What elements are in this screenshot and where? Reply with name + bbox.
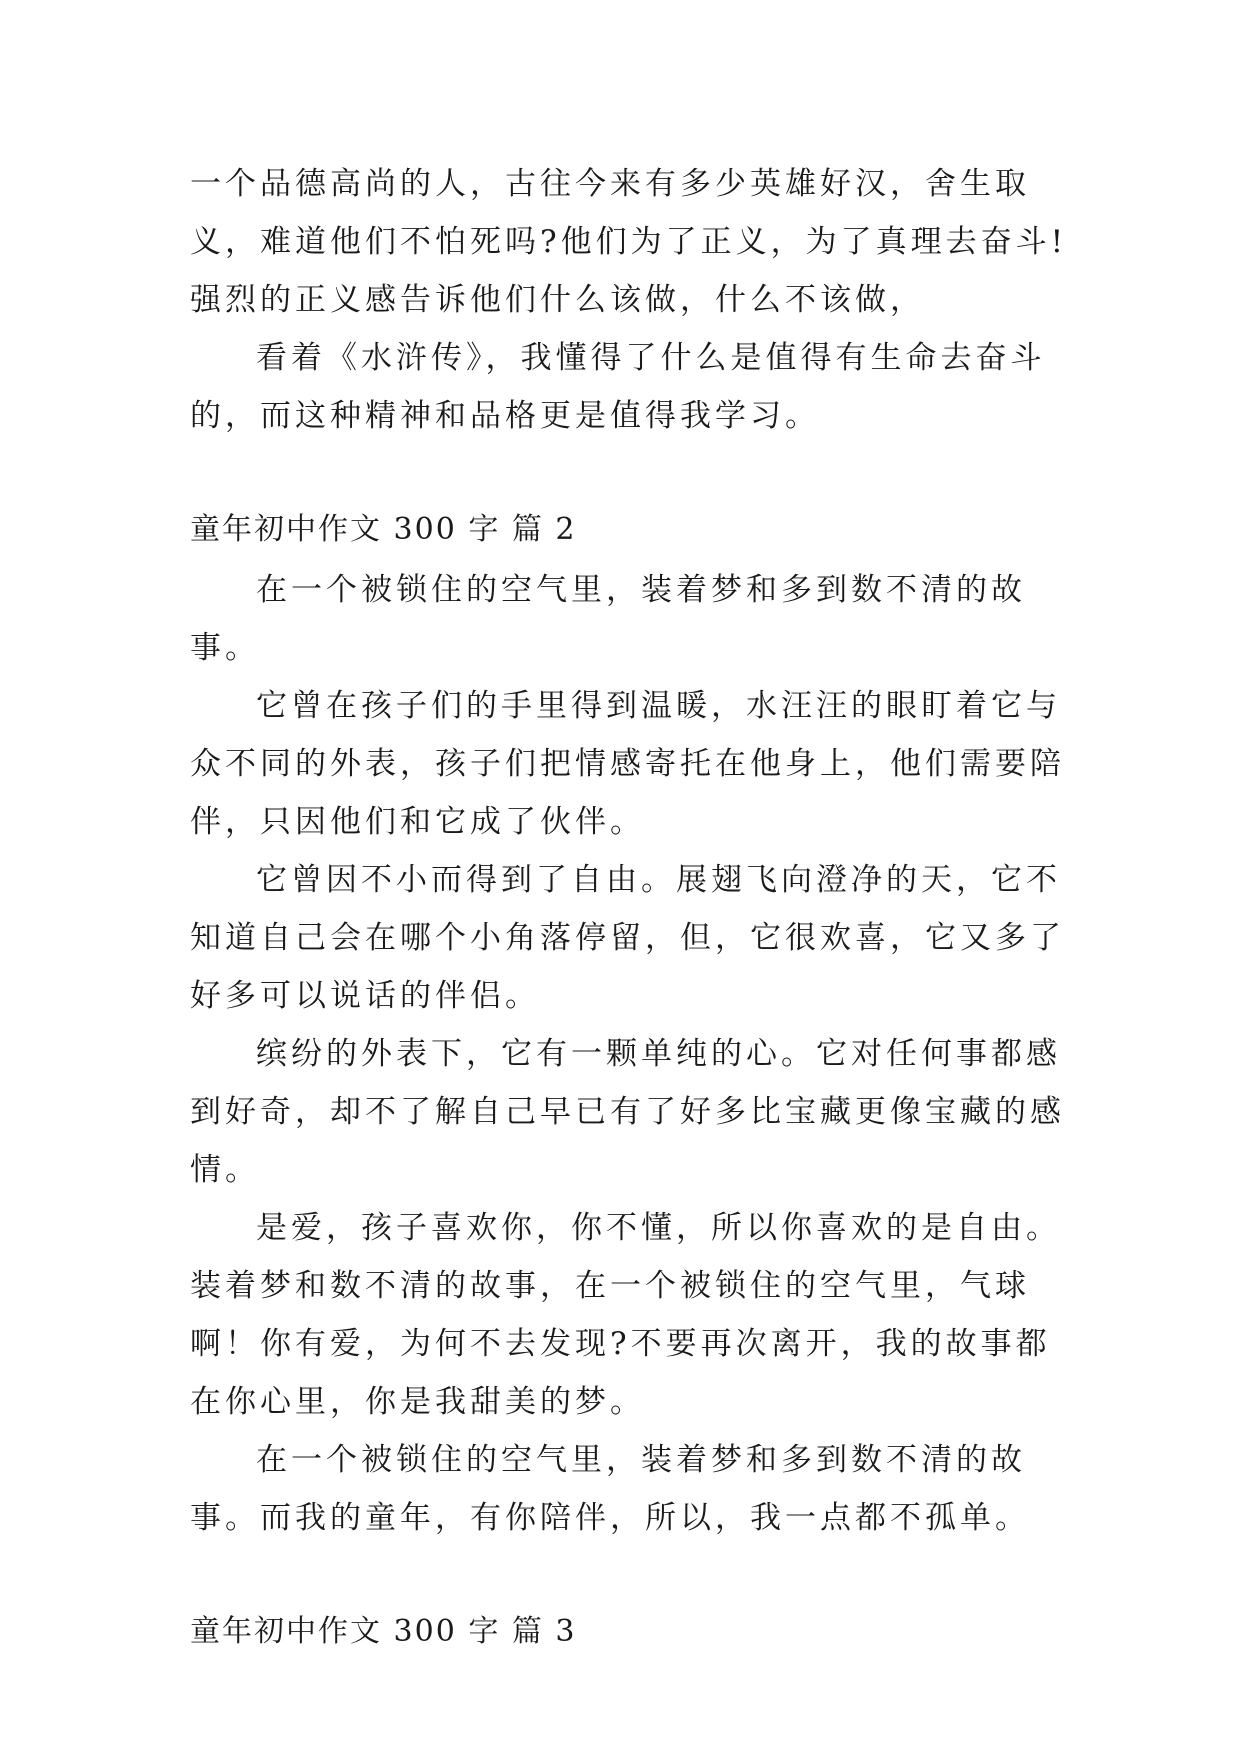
paragraph: 缤纷的外表下，它有一颗单纯的心。它对任何事都感到好奇，却不了解自己早已有了好多比宝藏更像宝藏的感情。: [190, 1036, 1065, 1188]
paragraph: 是爱，孩子喜欢你，你不懂，所以你喜欢的是自由。装着梦和数不清的故事，在一个被锁住的空气里，气球啊！你有爱，为何不去发现?不要再次离开，我的故事都在你心里，你是我甜美的梦。: [190, 1210, 1061, 1420]
paragraph: 它曾在孩子们的手里得到温暖，水汪汪的眼盯着它与众不同的外表，孩子们把情感寄托在他身上，他们需要陪伴，只因他们和它成了伙伴。: [190, 688, 1065, 840]
section-heading-2: 童年初中作文 300 字 篇 2: [190, 512, 577, 547]
paragraph: 一个品德高尚的人，古往今来有多少英雄好汉，舍生取义，难道他们不怕死吗?他们为了正义，为了真理去奋斗!强烈的正义感告诉他们什么该做，什么不该做，: [190, 166, 1068, 318]
document-body: [190, 155, 1070, 1661]
section-heading-3: 童年初中作文 300 字 篇 3: [190, 1614, 577, 1649]
paragraph: 它曾因不小而得到了自由。展翅飞向澄净的天，它不知道自己会在哪个小角落停留，但，它很欢喜，它又多了好多可以说话的伴侣。: [190, 862, 1065, 1014]
paragraph: 在一个被锁住的空气里，装着梦和多到数不清的故事。: [190, 572, 1026, 666]
paragraph: 看着《水浒传》，我懂得了什么是值得有生命去奋斗的，而这种精神和品格更是值得我学习。: [190, 340, 1046, 434]
paragraph: 在一个被锁住的空气里，装着梦和多到数不清的故事。而我的童年，有你陪伴，所以，我一点都不孤单。: [190, 1442, 1030, 1536]
